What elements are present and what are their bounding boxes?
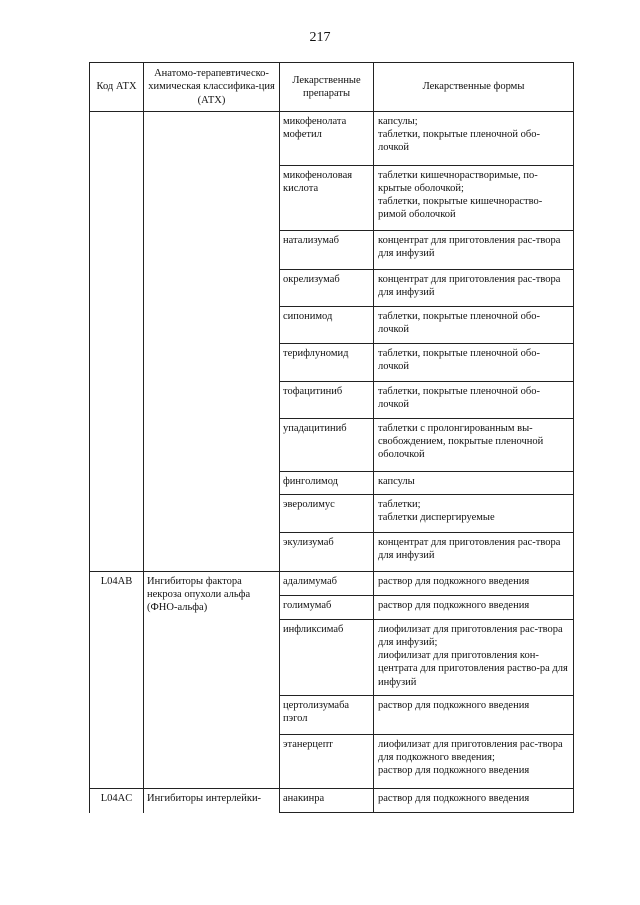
drug-name: эверолимус <box>280 495 374 533</box>
form-line: раствор для подкожного введения <box>378 576 530 587</box>
atc-table-container <box>89 62 573 813</box>
drug-name: экулизумаб <box>280 533 374 572</box>
drug-name: адалимумаб <box>280 572 374 596</box>
form-line: концентрат для приготовления рас-твора для инфузий <box>378 274 561 299</box>
drug-name: микофеноловая кислота <box>280 166 374 231</box>
group-code: L04AB <box>90 572 144 789</box>
page-number: 217 <box>309 30 331 45</box>
drug-forms <box>374 620 574 696</box>
drug-forms <box>374 166 574 231</box>
drug-forms <box>374 789 574 813</box>
drug-forms <box>374 533 574 572</box>
drug-name: натализумаб <box>280 231 374 270</box>
drug-forms <box>374 270 574 307</box>
form-line: таблетки диспергируемые <box>378 512 495 524</box>
drug-name: анакинра <box>280 789 374 813</box>
form-line: таблетки, покрытые пленочной обо-лочкой <box>378 311 540 336</box>
form-line: таблетки, покрытые кишечнораство-римой оболочкой <box>378 196 543 221</box>
form-line: концентрат для приготовления рас-твора для инфузий <box>378 537 561 562</box>
form-line: лиофилизат для приготовления кон-центрата для приготовления раство-ра для инфузий <box>378 650 568 688</box>
header-forms: Лекарственные формы <box>374 63 574 112</box>
form-line: раствор для подкожного введения <box>378 793 530 804</box>
drug-forms <box>374 382 574 419</box>
drug-forms <box>374 344 574 382</box>
form-line: таблетки; <box>378 499 421 510</box>
form-line: таблетки кишечнорастворимые, по-крытые оболочкой; <box>378 170 538 195</box>
form-line: таблетки, покрытые пленочной обо-лочкой <box>378 348 540 373</box>
form-line: раствор для подкожного введения <box>378 700 530 711</box>
drug-name: окрелизумаб <box>280 270 374 307</box>
drug-forms <box>374 472 574 495</box>
table-row <box>90 572 574 596</box>
drug-name: сипонимод <box>280 307 374 344</box>
table-header-row <box>90 63 574 112</box>
group-code: L04AC <box>90 789 144 813</box>
form-line: таблетки, покрытые пленочной обо-лочкой <box>378 129 540 154</box>
atc-table <box>89 62 574 813</box>
drug-name: тофацитиниб <box>280 382 374 419</box>
group-code-empty <box>90 112 144 572</box>
table-row <box>90 112 574 166</box>
group-class-empty <box>144 112 280 572</box>
table-row <box>90 789 574 813</box>
drug-name: голимумаб <box>280 596 374 620</box>
header-drug: Лекарственные препараты <box>280 63 374 112</box>
drug-forms <box>374 735 574 789</box>
header-code: Код АТХ <box>90 63 144 112</box>
form-line: капсулы <box>378 476 415 487</box>
form-line: лиофилизат для приготовления рас-твора для подкожного введения; <box>378 739 563 764</box>
drug-name: финголимод <box>280 472 374 495</box>
form-line: раствор для подкожного введения <box>378 765 530 777</box>
drug-name: цертолизумаба пэгол <box>280 696 374 735</box>
drug-name: упадацитиниб <box>280 419 374 472</box>
drug-forms <box>374 596 574 620</box>
form-line: раствор для подкожного введения <box>378 600 530 611</box>
drug-name: микофенолата мофетил <box>280 112 374 166</box>
header-class: Анатомо-терапевтическо-химическая классифика-ция (АТХ) <box>144 63 280 112</box>
form-line: капсулы; <box>378 116 418 127</box>
group-class: Ингибиторы фактора некроза опухоли альфа (ФНО-альфа) <box>144 572 280 789</box>
group-class: Ингибиторы интерлейки- <box>144 789 280 813</box>
form-line: лиофилизат для приготовления рас-твора для инфузий; <box>378 624 563 649</box>
drug-forms <box>374 112 574 166</box>
drug-forms <box>374 419 574 472</box>
form-line: таблетки, покрытые пленочной обо-лочкой <box>378 386 540 411</box>
drug-name: этанерцепт <box>280 735 374 789</box>
drug-forms <box>374 231 574 270</box>
drug-forms <box>374 572 574 596</box>
drug-forms <box>374 307 574 344</box>
drug-forms <box>374 495 574 533</box>
form-line: таблетки с пролонгированным вы-свобождением, покрытые пленочной оболочкой <box>378 423 544 461</box>
drug-forms <box>374 696 574 735</box>
drug-name: терифлуномид <box>280 344 374 382</box>
form-line: концентрат для приготовления рас-твора для инфузий <box>378 235 561 260</box>
drug-name: инфликсимаб <box>280 620 374 696</box>
